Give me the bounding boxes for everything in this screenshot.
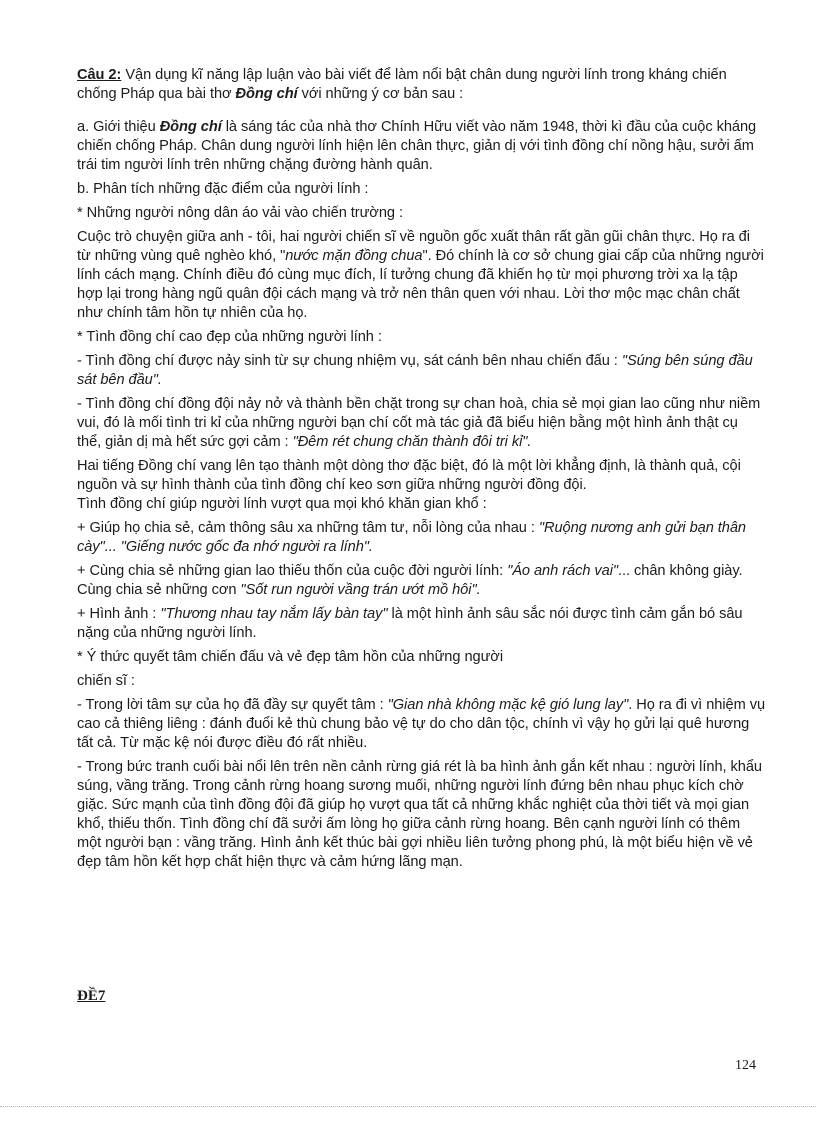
part-a: a. Giới thiệu Đồng chí là sáng tác của nhà thơ Chính Hữu viết vào năm 1948, thời kì đầu của cuộc kháng chiến chống Pháp. Chân dung người lính hiện lên chân thực, giản dị với tình đồng chí nồng hậu, sưởi ấm trái tim người lính trên những chặng đường hành quân.	[77, 119, 757, 173]
section-2-dash-2: - Tình đồng chí đồng đội nảy nở và thành bền chặt trong sự chan hoà, chia sẻ mọi gian lao cũng như niềm vui, đó là mối tình tri kỉ của những người bạn chí cốt mà tác giả đã biểu hiện bằng một hình ảnh thật cụ thể, giản dị mà hết sức gợi cảm : "Đêm rét chung chăn thành đôi tri kỉ".	[77, 396, 761, 450]
footer-divider	[0, 1106, 816, 1107]
part-b: b. Phân tích những đặc điểm của người lính :	[77, 181, 369, 197]
section-2-dash-1: - Tình đồng chí được nảy sinh từ sự chung nhiệm vụ, sát cánh bên nhau chiến đấu : "Súng bên súng đầu sát bên đầu".	[77, 353, 753, 388]
poem-title: Đồng chí	[159, 119, 222, 135]
poem-title: Đồng chí	[235, 86, 298, 102]
section-2-heading: * Tình đồng chí cao đẹp của những người lính :	[77, 329, 382, 345]
question-2: Câu 2: Vận dụng kĩ năng lập luận vào bài viết để làm nổi bật chân dung người lính trong kháng chiến chống Pháp qua bài thơ Đồng chí với những ý cơ bản sau :	[77, 67, 727, 102]
document-body	[77, 66, 765, 872]
page-number: 124	[735, 1058, 756, 1073]
section-2-paragraph-1: Hai tiếng Đồng chí vang lên tạo thành một dòng thơ đặc biệt, đó là một lời khẳng định, là thành quả, cội nguồn và sự hình thành của tình đồng chí keo sơn giữa những người đồng đội.	[77, 458, 741, 493]
question-label: Câu 2:	[77, 67, 122, 83]
section-2-bullet-2: + Cùng chia sẻ những gian lao thiếu thốn của cuộc đời người lính: "Áo anh rách vai"... chân không giày. Cùng chia sẻ những cơn "Sốt run người vầng trán ướt mồ hôi".	[77, 563, 743, 598]
section-1-paragraph: Cuộc trò chuyện giữa anh - tôi, hai người chiến sĩ về nguồn gốc xuất thân rất gần gũi chân thực. Họ ra đi từ những vùng quê nghèo khó, "nước mặn đồng chua". Đó chính là cơ sở chung giai cấp của những người lính cách mạng. Chính điều đó cùng mục đích, lí tưởng chung đã khiến họ từ mọi phương trời xa lạ tập hợp lại trong hàng ngũ quân đội cách mạng và trở nên thân quen với nhau. Lời thơ mộc mạc chân chất như chính tâm hồn tự nhiên của họ.	[77, 229, 764, 321]
section-3-dash-1: - Trong lời tâm sự của họ đã đầy sự quyết tâm : "Gian nhà không mặc kệ gió lung lay". Họ ra đi vì nhiệm vụ cao cả thiêng liêng : đánh đuổi kẻ thù chung bảo vệ tự do cho dân tộc, chính vì vậy họ gửi lại quê hương tất cả. Từ mặc kệ nói được điều đó rất nhiều.	[77, 697, 766, 751]
section-1-heading: * Những người nông dân áo vải vào chiến trường :	[77, 205, 403, 221]
section-2-paragraph-2: Tình đồng chí giúp người lính vượt qua mọi khó khăn gian khổ :	[77, 496, 487, 512]
section-2-bullet-3: + Hình ảnh : "Thương nhau tay nắm lấy bàn tay" là một hình ảnh sâu sắc nói được tình cảm gắn bó sâu nặng của những người lính.	[77, 606, 743, 641]
section-3-heading-cont: chiến sĩ :	[77, 673, 135, 689]
section-3-dash-2: - Trong bức tranh cuối bài nổi lên trên nền cảnh rừng giá rét là ba hình ảnh gắn kết nhau : người lính, khẩu súng, vầng trăng. Trong cảnh rừng hoang sương muối, những người lính đứng bên nhau phục kích chờ giặc. Sức mạnh của tình đồng đội đã giúp họ vượt qua tất cả những khắc nghiệt của thời tiết và mọi gian khổ, thiếu thốn. Tình đồng chí đã sưởi ấm lòng họ giữa cảnh rừng hoang. Bên cạnh người lính có thêm một người bạn : vầng trăng. Hình ảnh kết thúc bài gợi nhiều liên tưởng phong phú, là một biểu hiện về vẻ đẹp tâm hồn kết hợp chất hiện thực và cảm hứng lãng mạn.	[77, 759, 762, 870]
section-3-heading: * Ý thức quyết tâm chiến đấu và vẻ đẹp tâm hồn của những người	[77, 649, 504, 665]
exam-heading: ĐỀ7	[77, 988, 106, 1004]
section-2-bullet-1: + Giúp họ chia sẻ, cảm thông sâu xa những tâm tư, nỗi lòng của nhau : "Ruộng nương anh gửi bạn thân cày"... "Giếng nước gốc đa nhớ người ra lính".	[77, 520, 746, 555]
